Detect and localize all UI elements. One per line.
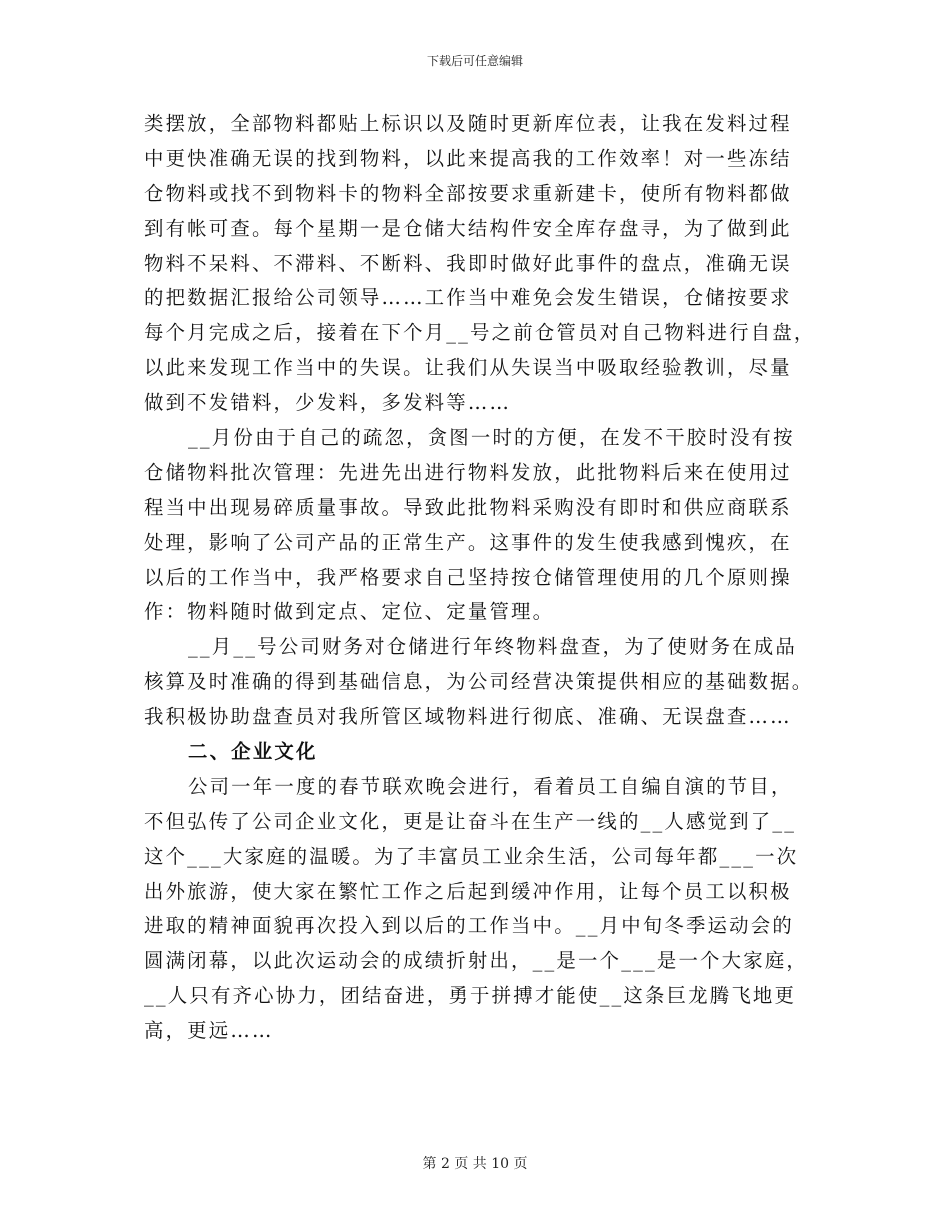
paragraph-line: 仓储物料批次管理：先进先出进行物料发放，此批物料后来在使用过 (144, 460, 792, 484)
paragraph-line: 到有帐可查。每个星期一是仓储大结构件安全库存盘寻，为了做到此 (144, 216, 792, 240)
paragraph-line: 中更快准确无误的找到物料，以此来提高我的工作效率！对一些冻结 (144, 146, 792, 170)
paragraph-line: 程当中出现易碎质量事故。导致此批物料采购没有即时和供应商联系 (144, 495, 792, 519)
paragraph-line: 圆满闭幕，以此次运动会的成绩折射出，__是一个___是一个大家庭， (144, 949, 809, 973)
section-heading: 二、企业文化 (188, 740, 318, 764)
paragraph-line: 高，更远…… (144, 1019, 274, 1043)
page-header: 下载后可任意编辑 (426, 54, 523, 68)
paragraph-line: 类摆放，全部物料都贴上标识以及随时更新库位表，让我在发料过程 (144, 112, 792, 135)
paragraph-line: 我积极协助盘查员对我所管区域物料进行彻底、准确、无误盘查…… (144, 705, 792, 729)
paragraph-line: 以后的工作当中，我严格要求自己坚持按仓储管理使用的几个原则操 (144, 565, 792, 589)
paragraph-line: 每个月完成之后，接着在下个月__号之前仓管员对自己物料进行自盘， (144, 321, 816, 345)
paragraph-first-line: __月__号公司财务对仓储进行年终物料盘查，为了使财务在成品 (188, 635, 797, 659)
paragraph-line: 的把数据汇报给公司领导……工作当中难免会发生错误，仓储按要求 (144, 286, 792, 310)
paragraph-line: 物料不呆料、不滞料、不断料、我即时做好此事件的盘点，准确无误 (144, 251, 792, 275)
paragraph-first-line: 公司一年一度的春节联欢晚会进行，看着员工自编自演的节目， (188, 774, 793, 798)
paragraph-line: 不但弘传了公司企业文化，更是让奋斗在生产一线的__人感觉到了__ (144, 809, 797, 833)
paragraph-line: 进取的精神面貌再次投入到以后的工作当中。__月中旬冬季运动会的 (144, 914, 794, 938)
paragraph-line: 核算及时准确的得到基础信息，为公司经营决策提供相应的基础数据。 (144, 670, 814, 694)
paragraph-line: 仓物料或找不到物料卡的物料全部按要求重新建卡，使所有物料都做 (144, 181, 792, 205)
paragraph-first-line: __月份由于自己的疏忽，贪图一时的方便，在发不干胶时没有按 (188, 426, 795, 450)
paragraph-line: __人只有齐心协力，团结奋进，勇于拼搏才能使__这条巨龙腾飞地更 (144, 984, 797, 1008)
paragraph-line: 这个___大家庭的温暖。为了丰富员工业余生活，公司每年都___一次 (144, 844, 799, 868)
paragraph-line: 做到不发错料，少发料，多发料等…… (144, 391, 512, 415)
paragraph-line: 处理，影响了公司产品的正常生产。这事件的发生使我感到愧疚，在 (144, 530, 792, 554)
document-body (144, 107, 814, 1049)
page-number-footer: 第 2 页 共 10 页 (422, 1156, 528, 1172)
paragraph-line: 以此来发现工作当中的失误。让我们从失误当中吸取经验教训，尽量 (144, 356, 792, 380)
paragraph-line: 作：物料随时做到定点、定位、定量管理。 (144, 600, 555, 624)
paragraph-line: 出外旅游，使大家在繁忙工作之后起到缓冲作用，让每个员工以积极 (144, 879, 792, 903)
